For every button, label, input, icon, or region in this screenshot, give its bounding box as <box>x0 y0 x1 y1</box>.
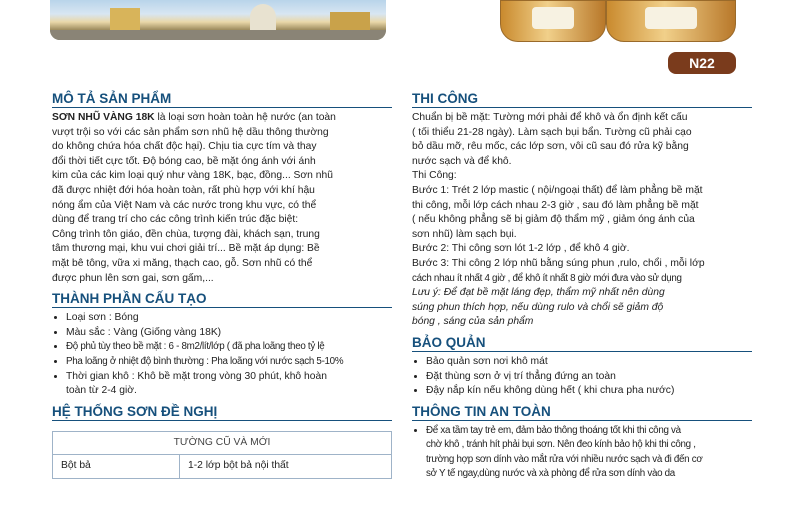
product-name: SƠN NHŨ VÀNG 18K <box>52 112 155 123</box>
list-item: • Độ phủ tùy theo bề mặt : 6 - 8m2/lít/lớp ( đã pha loãng theo tỷ lệ <box>66 340 392 355</box>
table-row: Bột bả 1-2 lớp bột bả nội thất <box>53 455 392 479</box>
temple-photo <box>50 0 386 40</box>
application-text: Chuẩn bị bề mặt: Tường mới phải để khô và ổn định kết cấu ( tối thiểu 21-28 ngày). Làm sạch bụi bẩn. Tường cũ phải cạo bỏ dầu mỡ, rêu mốc, các lớp sơn, vôi cũ sau đó rửa kỹ bằng nước sạch và để khô. Thi Công: Bước 1: Trét 2 lớp mastic ( nội/ngoại thất) để làm phẳng bề mặt thi công, mỗi lớp cách nhau 2-3 giờ , sau đó làm phẳng bề mặt ( nếu không phẳng sẽ bị giảm độ thẩm mỹ , giảm óng ánh của sơn nhũ) làm sạch bụi. Bước 2: Thi công sơn lót 1-2 lớp , để khô 4 giờ. Bước 3: Thi công 2 lớp nhũ bằng súng phun ,rulo, chổi , mỗi lớp cách nhau ít nhất 4 giờ , để khô ít nhất 8 giờ mới đưa vào sử dụng <box>412 112 705 284</box>
composition-list <box>52 311 392 399</box>
list-item: • Thời gian khô : Khô bề mặt trong vòng 30 phút, khô hoàn toàn từ 2-4 giờ. <box>66 370 392 399</box>
right-column <box>412 90 752 482</box>
left-column <box>52 90 392 479</box>
list-item: • Pha loãng ở nhiệt độ bình thường : Pha loãng với nước sạch 5-10% <box>66 355 392 370</box>
list-item: • Đậy nắp kín nếu không dùng hết ( khi chưa pha nước) <box>426 384 752 399</box>
application-note: Lưu ý: Để đạt bề mặt láng đẹp, thẩm mỹ nhất nên dùng súng phun thích hợp, nếu dùng rulo và chổi sẽ giảm độ bóng , sáng của sản phẩm <box>412 287 665 328</box>
list-item: • Màu sắc : Vàng (Giống vàng 18K) <box>66 326 392 341</box>
application-heading: THI CÔNG <box>412 90 752 108</box>
storage-heading: BẢO QUẢN <box>412 334 752 352</box>
system-heading: HỆ THỐNG SƠN ĐỀ NGHỊ <box>52 403 392 421</box>
table-header: TƯỜNG CŨ VÀ MỚI <box>53 431 392 455</box>
list-item: • Loại sơn : Bóng <box>66 311 392 326</box>
storage-list <box>412 355 752 399</box>
product-code-badge: N22 <box>668 52 736 74</box>
paint-system-table <box>52 431 392 479</box>
paint-cans-image <box>488 0 738 40</box>
list-item: • Đặt thùng sơn ở vị trí thẳng đứng an toàn <box>426 370 752 385</box>
list-item: • Bảo quản sơn nơi khô mát <box>426 355 752 370</box>
description-heading: MÔ TẢ SẢN PHẨM <box>52 90 392 108</box>
description-text: SƠN NHŨ VÀNG 18K là loại sơn hoàn toàn hệ nước (an toàn vượt trội so với các sản phẩm sơn nhũ hệ dầu thông thường do không chứa hóa chất độc hại). Chịu tia cực tím và thay đổi thời tiết cực tốt. Độ bóng cao, bề mặt óng ánh với ánh kim của các kim loại quý như vàng 18K, bạc, đồng... Sơn nhũ đã được nhiệt đới hóa hoàn toàn, rất phù hợp với khí hậu nóng ẩm của Việt Nam và các nước trong khu vực, có thể dùng để trang trí cho các công trình kiến trúc đặc biệt: Công trình tôn giáo, đền chùa, tượng đài, khách sạn, trung tâm thương mại, khu vui chơi giải trí... Bề mặt áp dụng: Bề mặt bê tông, vữa xi măng, thạch cao, gỗ. Sơn nhũ có thể được phun lên sơn gai, sơn gấm,... <box>52 112 336 284</box>
safety-list <box>412 424 752 482</box>
list-item: • Để xa tầm tay trẻ em, đảm bảo thông thoáng tốt khi thi công và chờ khô , tránh hít phải bụi sơn. Nên đeo kính bảo hộ khi thi công , trường hợp sơn dính vào mắt rửa với nhiều nước sạch và đi đến cơ sở Y tế ngay,dùng nước và xà phòng để rửa sơn dính vào da <box>426 424 752 482</box>
composition-heading: THÀNH PHẦN CẤU TẠO <box>52 290 392 308</box>
safety-heading: THÔNG TIN AN TOÀN <box>412 403 752 421</box>
